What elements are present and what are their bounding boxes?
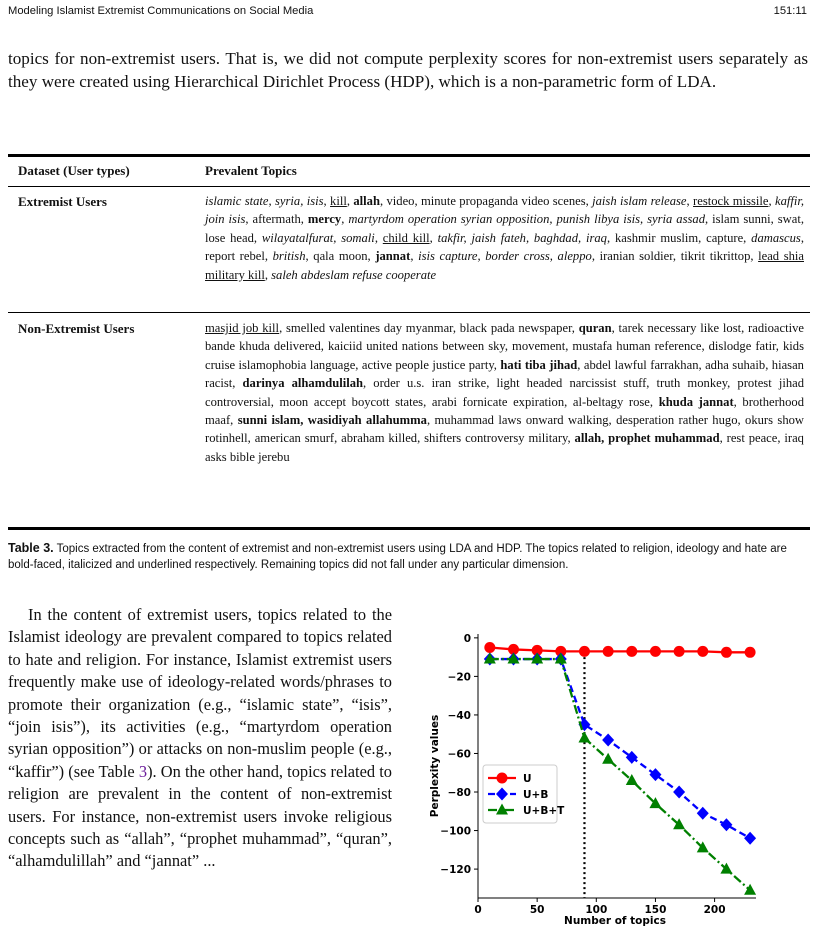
ideology-topic: jaish islam release bbox=[592, 194, 687, 208]
topic-text: , muhammad laws onward walking, desperation rather hugo, okurs show rotinhell, american smurf, abraham killed, shifters controversy military, bbox=[205, 413, 805, 446]
data-point bbox=[484, 642, 495, 653]
data-point bbox=[720, 818, 732, 831]
ideology-topic: islamic state, syria, isis bbox=[205, 194, 324, 208]
legend-label: U+B bbox=[523, 789, 549, 801]
data-point bbox=[697, 646, 708, 657]
x-axis-label: Number of topics bbox=[564, 915, 666, 927]
table-row-rule bbox=[8, 312, 810, 313]
ideology-topic: isis capture, border cross, aleppo bbox=[418, 249, 592, 264]
religion-topic: allah bbox=[353, 194, 380, 208]
table-reference-link[interactable]: 3 bbox=[138, 761, 148, 781]
topic-text: , bbox=[374, 230, 383, 245]
data-point bbox=[674, 646, 685, 657]
x-tick-label: 100 bbox=[585, 904, 608, 916]
topic-text: , brotherhood maaf, bbox=[205, 394, 804, 428]
table-header-rule bbox=[8, 186, 810, 187]
topic-text: , bbox=[429, 230, 438, 245]
religion-topic: darinya alhamdulilah bbox=[242, 376, 364, 391]
data-point bbox=[603, 646, 614, 657]
intro-paragraph: topics for non-extremist users. That is, we did not compute perplexity scores for non-extremist users separately as they were created using Hierarchical Dirichlet Process (HDP), which is a non-parametric form of LDA. bbox=[8, 49, 808, 91]
topic-text: , abdel lawful farrakhan, adha suhaib, hiasan racist, bbox=[205, 357, 804, 391]
y-axis-label: Perplexity values bbox=[429, 714, 441, 818]
table-caption bbox=[8, 540, 808, 573]
y-tick-label: −120 bbox=[440, 864, 471, 877]
running-title: Modeling Islamist Extremist Communications on Social Media bbox=[8, 5, 314, 17]
x-tick-label: 150 bbox=[644, 904, 667, 916]
religion-topic: allah, prophet muhammad bbox=[574, 431, 720, 446]
data-point bbox=[578, 732, 590, 743]
data-point bbox=[721, 647, 732, 658]
data-point bbox=[602, 733, 614, 746]
x-tick-label: 50 bbox=[529, 904, 545, 916]
religion-topic: quran bbox=[578, 321, 612, 335]
ideology-topic: british bbox=[272, 249, 306, 264]
y-tick-label: −20 bbox=[447, 671, 471, 684]
topic-text: , bbox=[323, 194, 331, 208]
topic-text: , qala moon, bbox=[305, 249, 376, 264]
hate-topic: restock missile bbox=[693, 194, 769, 208]
table-header-topics: Prevalent Topics bbox=[205, 163, 297, 178]
topic-text: , rest peace, iraq asks bible jerebu bbox=[205, 431, 804, 464]
running-header bbox=[8, 5, 807, 21]
data-point bbox=[744, 832, 756, 845]
hate-topic: masjid job kill bbox=[205, 321, 280, 335]
topic-text: , bbox=[264, 267, 272, 282]
row-label-extremist: Extremist Users bbox=[18, 194, 107, 209]
topic-text: , smelled valentines day myanmar, black pada newspaper, bbox=[279, 321, 579, 335]
body-paragraph bbox=[8, 604, 392, 873]
topic-text: , video, minute propaganda video scenes, bbox=[379, 194, 593, 208]
legend-marker bbox=[497, 773, 508, 784]
caption-text: Topics extracted from the content of extremist and non-extremist users using LDA and HDP. The topics related to religion, ideology and hate are bold-faced, italicized and underlined respectively. Remaining topics did not fall under any particular dimension. bbox=[8, 543, 787, 571]
table-bottom-rule bbox=[8, 527, 810, 530]
topic-text: , bbox=[341, 212, 349, 227]
ideology-topic: saleh abdeslam refuse cooperate bbox=[271, 267, 437, 282]
data-point bbox=[626, 751, 638, 764]
topic-text: , kashmir muslim, capture, bbox=[606, 230, 752, 245]
ideology-topic: martyrdom operation syrian opposition, punish libya isis, syria assad bbox=[348, 212, 705, 227]
topic-text: , bbox=[686, 194, 694, 208]
data-point bbox=[673, 786, 685, 799]
page-reference: 151:11 bbox=[773, 5, 807, 17]
x-tick-label: 0 bbox=[474, 904, 482, 916]
y-tick-label: −80 bbox=[447, 787, 471, 800]
topic-text: , aftermath, bbox=[245, 212, 308, 227]
data-point bbox=[650, 646, 661, 657]
y-tick-label: 0 bbox=[463, 632, 471, 645]
ideology-topic: wilayatalfurat, somali bbox=[261, 230, 375, 245]
topics-non-extremist bbox=[205, 319, 804, 466]
hate-topic: kill bbox=[330, 194, 347, 208]
y-tick-label: −100 bbox=[440, 825, 471, 838]
ideology-topic: takfir, jaish fateh, baghdad, iraq bbox=[437, 230, 607, 245]
perplexity-chart bbox=[420, 620, 780, 946]
body-text-a: In the content of extremist users, topics related to the Islamist ideology are prevalent compared to topics related to hate and religion. For instance, Islamist extremist users frequently make use of ideology-related words/phrases to promote their organization (e.g., “islamic state”, “isis”, “join isis”), its activities (e.g., “martyrdom operation syrian opposition”) or attacks on non-muslim people (e.g., “kaffir”) (see Table bbox=[8, 605, 392, 781]
topic-text: , bbox=[346, 194, 354, 208]
legend-label: U+B+T bbox=[523, 805, 565, 817]
series-line-u bbox=[490, 647, 750, 652]
religion-topic: sunni islam, wasidiyah allahumma bbox=[237, 413, 427, 428]
topic-text: , bbox=[768, 194, 775, 208]
data-point bbox=[745, 647, 756, 658]
hate-topic: child kill bbox=[382, 230, 430, 245]
topic-text: , tarek necessary like lost, radioactive bande khuda delivered, kaiciid united nations between sky, movement, mustafa human reference, dislodge fatir, kids cruise islamophobia language, active people justice party, bbox=[205, 321, 804, 372]
data-point bbox=[744, 884, 756, 895]
topics-extremist bbox=[205, 192, 804, 284]
caption-label: Table 3. bbox=[8, 541, 54, 555]
y-tick-label: −40 bbox=[447, 709, 471, 722]
ideology-topic: damascus bbox=[751, 230, 801, 245]
data-point bbox=[697, 807, 709, 820]
topic-text: , report rebel, bbox=[205, 230, 804, 264]
religion-topic: hati tiba jihad bbox=[500, 357, 578, 372]
religion-topic: jannat bbox=[375, 249, 411, 264]
topic-text: , iranian soldier, tikrit tikrittop, bbox=[591, 249, 759, 264]
data-point bbox=[579, 646, 590, 657]
y-tick-label: −60 bbox=[447, 748, 471, 761]
table-top-rule bbox=[8, 154, 810, 157]
topic-text: , islam sunni, swat, lose head, bbox=[205, 212, 805, 245]
ideology-topic: kaffir, join isis bbox=[205, 194, 805, 227]
religion-topic: mercy bbox=[307, 212, 342, 227]
body-text-b: ). On the other hand, topics related to religion are prevalent in the content of non-extremist users. For instance, non-extremist users invoke religious concepts such as “allah”, “prophet muhammad”, “quran”, “alhamdulillah” and “jannat” ... bbox=[8, 761, 392, 871]
table-header-dataset: Dataset (User types) bbox=[18, 163, 130, 178]
topic-text: , order u.s. iran strike, light headed narcissist stuff, truth monkey, protest jihad controversial, moon accept boycott states, arabi fornicate expiration, al-beltagy rose, bbox=[205, 376, 804, 409]
hate-topic: lead shia military kill bbox=[205, 249, 804, 282]
religion-topic: khuda jannat bbox=[658, 394, 734, 409]
row-label-non-extremist: Non-Extremist Users bbox=[18, 321, 135, 336]
data-point bbox=[626, 646, 637, 657]
x-tick-label: 200 bbox=[703, 904, 726, 916]
topic-text: , bbox=[410, 249, 419, 264]
legend-label: U bbox=[523, 773, 532, 785]
data-point bbox=[649, 768, 661, 781]
